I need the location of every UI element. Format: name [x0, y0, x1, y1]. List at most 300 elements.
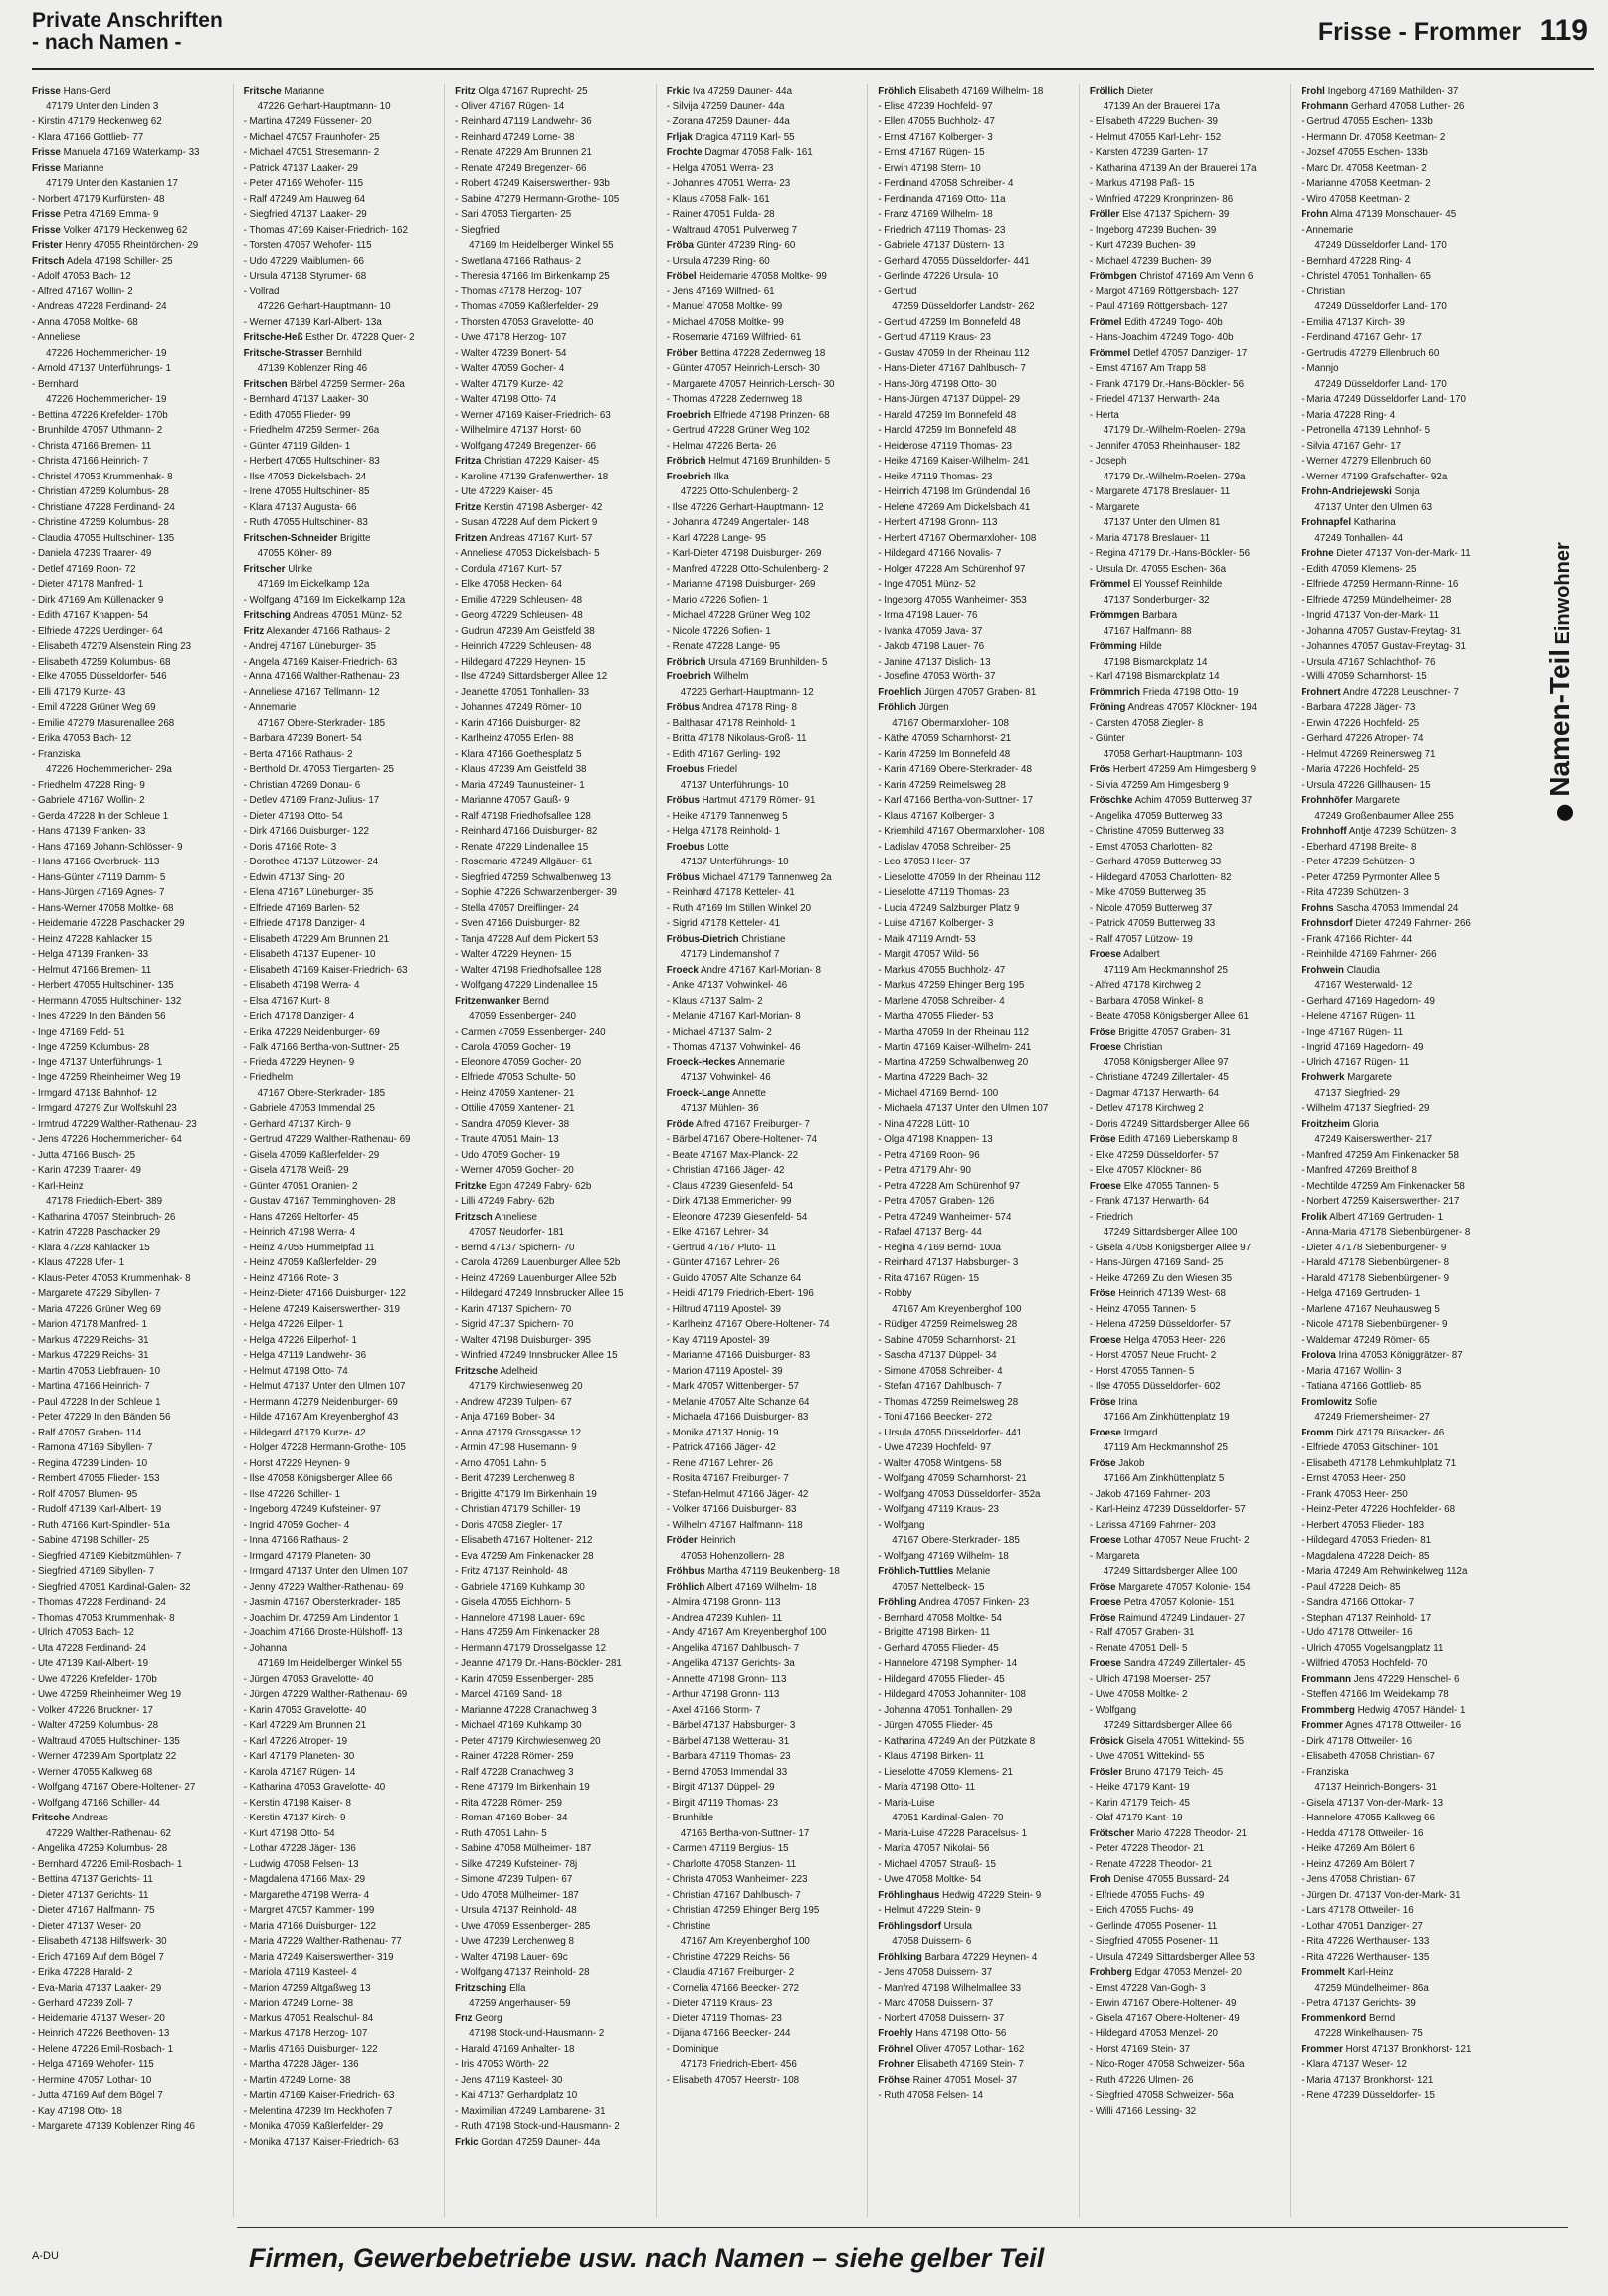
sub-entry: - Marlene 47167 Neuhausweg 5	[1301, 1303, 1440, 1315]
sub-entry: - Karlheinz 47055 Erlen- 88	[455, 733, 574, 744]
sub-entry: - Elke 47058 Hecken- 64	[455, 579, 562, 590]
surname-entry	[1090, 1395, 1287, 1411]
sub-entry: - Beate 47058 Königsberger Allee 61	[1089, 1011, 1249, 1022]
sub-entry: - Adolf 47053 Bach- 12	[32, 271, 131, 282]
surname: Frljak	[666, 131, 693, 143]
sub-entry: - Heinz 47055 Tannen- 5	[1089, 1303, 1196, 1315]
sub-entry: - Dieter 47137 Weser- 20	[32, 1920, 141, 1932]
surname-entry	[667, 840, 864, 856]
sub-entry: - Helmut 47229 Stein- 9	[878, 1905, 981, 1916]
sub-entry: - Friedrich 47119 Thomas- 23	[878, 224, 1006, 236]
sub-entry: - Helga 47051 Werra- 23	[666, 162, 774, 174]
sub-entry: - Margarethe 47198 Werra- 4	[243, 1889, 370, 1901]
sub-entry: - Manuel 47058 Moltke- 99	[666, 301, 783, 312]
sub-entry: - Winfried 47249 Innsbrucker Allee 15	[455, 1350, 618, 1361]
sub-entry: - Thomas 47178 Herzog- 107	[455, 286, 582, 297]
surname: Fröder	[666, 1535, 698, 1546]
surname: Frohns	[1301, 902, 1334, 914]
sub-entry: - Gerhard 47226 Atroper- 74	[1301, 733, 1424, 744]
sub-entry: - Irene 47055 Hultschiner- 85	[243, 486, 370, 497]
sub-entry: - Reinhard 47166 Duisburger- 82	[455, 826, 598, 837]
sub-entry: - Gudrun 47239 Am Geistfeld 38	[455, 625, 595, 637]
entry-details: Bärbel 47259 Sermer- 26a	[287, 378, 405, 390]
sub-entry: - Dominique	[666, 2043, 719, 2055]
sub-entry: - Bärbel 47137 Habsburger- 3	[666, 1720, 796, 1731]
sub-entry: - Uwe 47059 Essenberger- 285	[455, 1920, 591, 1932]
sub-entry: - Doris 47166 Rote- 3	[243, 841, 337, 853]
sub-entry: - Helene 47226 Emil-Rosbach- 1	[32, 2043, 174, 2055]
sub-entry: - Christian	[1301, 286, 1346, 297]
sub-entry: - Michael 47239 Buchen- 39	[1089, 255, 1212, 267]
sub-entry: - Nina 47228 Lütt- 10	[878, 1118, 970, 1130]
sub-entry: - Toni 47166 Beecker- 272	[878, 1412, 993, 1423]
sub-entry: - Wolfgang	[878, 1519, 925, 1531]
entry-details: Adalbert	[1120, 949, 1160, 960]
surname-entry	[878, 1919, 1075, 1935]
entry-details: Margarete 47057 Kolonie- 154	[1115, 1581, 1251, 1593]
entry-details: Elfriede 47198 Prinzen- 68	[710, 409, 830, 421]
sub-entry: - Ernst 47053 Charlotten- 82	[1089, 841, 1213, 853]
sub-entry: - Martina 47229 Bach- 32	[878, 1072, 988, 1083]
surname: Fritsche-Strasser	[243, 347, 324, 359]
sub-entry: - Harald 47178 Siebenbürgener- 8	[1301, 1257, 1450, 1268]
surname: Fröse	[1089, 1612, 1116, 1624]
surname-entry	[1090, 1765, 1287, 1781]
sub-entry: - Rudolf 47139 Karl-Albert- 19	[32, 1504, 162, 1515]
sub-entry: - Karin 47259 Reimelsweg 28	[878, 779, 1006, 791]
sub-entry: - Hermann 47279 Neidenburger- 69	[243, 1396, 398, 1408]
sub-entry: - Gertrud 47167 Pluto- 11	[666, 1242, 777, 1253]
sub-entry: - Detlef 47169 Roon- 72	[32, 563, 136, 575]
surname-entry	[1090, 1611, 1287, 1626]
sub-entry: - Helga 47169 Gertruden- 1	[1301, 1288, 1421, 1299]
sub-entry: - Herbert 47055 Hultschiner- 135	[32, 980, 174, 991]
sub-entry: - Wolfgang 47053 Düsseldorfer- 352a	[878, 1488, 1041, 1500]
sub-entry: - Christine	[666, 1920, 711, 1932]
surname-entry	[667, 130, 864, 146]
address-continuation: 47167 Am Kreyenberghof 100	[892, 1303, 1022, 1315]
sub-entry: - Anja 47169 Bober- 34	[455, 1412, 555, 1423]
sub-entry: - Hans-Jörg 47198 Otto- 30	[878, 378, 997, 390]
sub-entry: - Jens 47058 Duissern- 37	[878, 1967, 993, 1978]
sub-entry: - Horst 47169 Stein- 37	[1089, 2043, 1191, 2055]
surname-entry	[1090, 947, 1287, 963]
sub-entry: - Elfriede 47169 Barlen- 52	[243, 902, 360, 914]
sub-entry: - Hans 47169 Johann-Schlösser- 9	[32, 841, 183, 853]
sub-entry: - Erich 47055 Fuchs- 49	[1089, 1905, 1194, 1916]
sub-entry: - Jens 47169 Wilfried- 61	[666, 286, 775, 297]
surname: Frömmrich	[1089, 686, 1141, 698]
sub-entry: - Joachim Dr. 47259 Am Lindentor 1	[243, 1612, 399, 1624]
surname-entry	[244, 608, 441, 624]
sub-entry: - Silke 47249 Kufsteiner- 78j	[455, 1858, 578, 1870]
sub-entry: - Dieter 47178 Siebenbürgener- 9	[1301, 1242, 1447, 1253]
surname-entry	[1090, 84, 1287, 99]
sub-entry: - Siegfried 47169 Kiebitzmühlen- 7	[32, 1550, 182, 1562]
sub-entry: - Werner 47055 Kalkweg 68	[32, 1766, 153, 1778]
address-continuation: 47249 Großenbaumer Allee 255	[1314, 810, 1454, 822]
sub-entry: - Ferdinand 47167 Gehr- 17	[1301, 332, 1422, 343]
sub-entry: - Elfriede 47055 Fuchs- 49	[1089, 1889, 1205, 1901]
sub-entry: - Gisela 47137 Von-der-Mark- 13	[1301, 1797, 1444, 1809]
sub-entry: - Ferdinand 47058 Schreiber- 4	[878, 178, 1014, 189]
sub-entry: - Carmen 47059 Essenberger- 240	[455, 1026, 606, 1038]
sub-entry: - Johannes 47057 Gustav-Freytag- 31	[1301, 641, 1466, 652]
sub-entry: - Willi 47166 Lessing- 32	[1089, 2105, 1197, 2117]
sub-entry: - Regina 47169 Bernd- 100a	[878, 1242, 1001, 1253]
sub-entry: - Hildegard 47053 Johanniter- 108	[878, 1689, 1026, 1700]
sub-entry: - Heinz-Peter 47226 Hochfelder- 68	[1301, 1504, 1456, 1515]
sub-entry: - Petra 47169 Roon- 96	[878, 1149, 980, 1161]
address-continuation: 47198 Stock-und-Hausmann- 2	[469, 2028, 605, 2039]
sub-entry: - Thomas 47228 Zedernweg 18	[666, 394, 803, 405]
entry-details: Andrea 47057 Finken- 23	[916, 1597, 1030, 1608]
sub-entry: - Dieter 47167 Halfmann- 75	[32, 1905, 155, 1916]
surname-entry	[1090, 608, 1287, 624]
surname-entry	[1301, 1348, 1499, 1364]
surname: Fröhbus	[666, 1566, 705, 1577]
address-continuation: 47179 Unter den Kastanien 17	[46, 178, 178, 189]
entry-details: Heinrich	[697, 1535, 736, 1546]
sub-entry: - Lothar 47051 Danziger- 27	[1301, 1920, 1423, 1932]
sub-entry: - Hans 47259 Am Finkenacker 28	[455, 1627, 600, 1638]
sub-entry: - Jens 47226 Hochemmericher- 64	[32, 1134, 182, 1145]
sub-entry: - Karl 47166 Bertha-von-Suttner- 17	[878, 795, 1034, 806]
sub-entry: - Walter 47059 Gocher- 4	[455, 363, 565, 374]
sub-entry: - Karin 47239 Traarer- 49	[32, 1165, 141, 1176]
surname-entry	[1090, 1456, 1287, 1472]
entry-details: Kerstin 47198 Asberger- 42	[481, 501, 603, 513]
entry-details: Marianne	[281, 86, 325, 96]
sub-entry: - Magdalena 47166 Max- 29	[243, 1874, 366, 1885]
sub-entry: - Mariola 47119 Kasteel- 4	[243, 1967, 357, 1978]
surname-entry	[1090, 793, 1287, 809]
header-rule	[32, 68, 1594, 70]
address-continuation: 47137 Heinrich-Bongers- 31	[1314, 1782, 1437, 1793]
listing-columns	[32, 84, 1503, 2217]
entry-details: Edith 47169 Lieberskamp 8	[1115, 1134, 1238, 1145]
entry-details: Sofie	[1352, 1396, 1378, 1408]
surname: Fröhlich	[878, 86, 916, 96]
surname-entry	[1301, 546, 1499, 562]
sub-entry: - Oliver 47167 Rügen- 14	[455, 100, 565, 112]
surname-entry	[878, 2026, 1075, 2042]
sub-entry: - Patrick 47059 Butterweg 33	[1089, 918, 1216, 929]
sub-entry: - Margarete	[1089, 501, 1140, 513]
sub-entry: - Erika 47229 Neidenburger- 69	[243, 1026, 380, 1038]
sub-entry: - Bernhard 47137 Laaker- 30	[243, 394, 369, 405]
surname: Frömming	[1089, 641, 1137, 652]
running-header	[1318, 14, 1588, 48]
entry-details: Claudia	[1343, 964, 1380, 976]
sub-entry: - Reinhilde 47169 Fahrner- 266	[1301, 949, 1437, 960]
sub-entry: - Karl 47229 Am Brunnen 21	[243, 1720, 367, 1731]
sub-entry: - Ursula Dr. 47055 Eschen- 36a	[1089, 563, 1227, 575]
surname-entry	[1301, 207, 1499, 223]
sub-entry: - Hildegard 47053 Menzel- 20	[1089, 2028, 1218, 2039]
surname: Fröbel	[666, 271, 697, 282]
sub-entry: - Holger 47228 Am Schürenhof 97	[878, 563, 1026, 575]
sub-entry: - Hans 47269 Heltorfer- 45	[243, 1211, 359, 1223]
sub-entry: - Magdalena 47228 Deich- 85	[1301, 1550, 1430, 1562]
surname: Frkic	[455, 2136, 479, 2148]
sub-entry: - Gustav 47059 In der Rheinau 112	[878, 347, 1030, 359]
listing-column-7	[1301, 84, 1503, 2217]
surname-entry	[667, 793, 864, 809]
sub-entry: - Wiro 47058 Keetman- 2	[1301, 193, 1410, 205]
entry-details: Heidemarie 47058 Moltke- 99	[696, 271, 827, 282]
sub-entry: - Bernhard	[32, 378, 79, 390]
address-continuation: 47228 Winkelhausen- 75	[1314, 2028, 1423, 2039]
sub-entry: - Johannes 47249 Römer- 10	[455, 702, 582, 713]
sub-entry: - Thomas 47053 Krummenhak- 8	[32, 1612, 175, 1624]
sub-entry: - Sandra 47166 Ottokar- 7	[1301, 1597, 1415, 1608]
sub-entry: - Helmut 47198 Otto- 74	[243, 1365, 348, 1377]
sub-entry: - Wilhelm 47167 Halfmann- 118	[666, 1519, 803, 1531]
sub-entry: - Margret 47057 Kammer- 199	[243, 1905, 375, 1916]
surname: Fröbrich	[666, 456, 706, 467]
entry-details: Lothar 47057 Neue Frucht- 2	[1120, 1535, 1250, 1546]
surname-entry	[32, 223, 229, 239]
sub-entry: - Christa 47053 Wanheimer- 223	[666, 1874, 808, 1885]
sub-entry: - Tanja 47228 Auf dem Pickert 53	[455, 933, 599, 945]
surname-entry	[667, 932, 864, 948]
sub-entry: - Wolfgang	[1089, 1704, 1137, 1716]
sub-entry: - Claudia 47167 Freiburger- 2	[666, 1967, 795, 1978]
entry-details: Egon 47249 Fabry- 62b	[486, 1180, 592, 1192]
sub-entry: - Peter 47229 In den Bänden 56	[32, 1412, 171, 1423]
sub-entry: - Heike 47269 Zu den Wiesen 35	[1089, 1272, 1233, 1284]
sub-entry: - Gerhard 47169 Hagedorn- 49	[1301, 995, 1435, 1007]
entry-details: Heinrich 47139 West- 68	[1115, 1288, 1226, 1299]
sub-entry: - Udo 47058 Mülheimer- 187	[455, 1889, 579, 1901]
page-section-title	[32, 10, 223, 54]
sub-entry: - Ralf 47249 Am Hauweg 64	[243, 193, 366, 205]
sub-entry: - Jenny 47229 Walther-Rathenau- 69	[243, 1581, 404, 1593]
sub-entry: - Marianne 47057 Gauß- 9	[455, 795, 570, 806]
surname-entry	[1090, 269, 1287, 285]
surname-entry	[667, 238, 864, 254]
sub-entry: - Sascha 47137 Düppel- 34	[878, 1350, 997, 1361]
sub-entry: - Christiane 47228 Ferdinand- 24	[32, 501, 175, 513]
address-continuation: 47167 Obere-Sterkrader- 185	[257, 717, 386, 729]
sub-entry: - Cordula 47167 Kurt- 57	[455, 563, 562, 575]
sub-entry: - Elke 47167 Lehrer- 34	[666, 1227, 769, 1238]
sub-entry: - Marc Dr. 47058 Keetman- 2	[1301, 162, 1427, 174]
sub-entry: - Markus 47055 Buchholz- 47	[878, 964, 1006, 976]
surname: Fröber	[666, 347, 698, 359]
surname: Frömmgen	[1089, 610, 1140, 621]
sub-entry: - Sari 47053 Tiergarten- 25	[455, 209, 572, 220]
sub-entry: - Mario 47226 Sofien- 1	[666, 594, 769, 606]
sub-entry: - Ingeborg 47239 Buchen- 39	[1089, 224, 1217, 236]
sub-entry: - Günter 47119 Gilden- 1	[243, 440, 351, 452]
sub-entry: - Jürgen Dr. 47137 Von-der-Mark- 31	[1301, 1889, 1461, 1901]
sub-entry: - Walter 47198 Duisburger- 395	[455, 1334, 592, 1346]
sub-entry: - Martin 47169 Kaiser-Wilhelm- 241	[878, 1042, 1032, 1052]
surname: Fritscher	[243, 563, 286, 575]
entry-details: Annette	[729, 1087, 766, 1099]
sub-entry: - Cornelia 47166 Beecker- 272	[666, 1982, 800, 1994]
entry-details: Volker 47179 Heckenweg 62	[60, 224, 188, 236]
address-continuation: 47259 Düsseldorfer Landstr- 262	[892, 301, 1035, 312]
sub-entry: - Katharina 47139 An der Brauerei 17a	[1089, 162, 1257, 174]
sub-entry: - Walter 47198 Friedhofsallee 128	[455, 964, 602, 976]
sub-entry: - Margarete 47229 Sibyllen- 7	[32, 1288, 161, 1299]
sub-entry: - Hans 47139 Franken- 33	[32, 826, 146, 837]
entry-details: Gordan 47259 Dauner- 44a	[478, 2136, 601, 2148]
sub-entry: - Elisabeth 47178 Lehmkuhlplatz 71	[1301, 1457, 1457, 1469]
surname-entry	[244, 330, 441, 346]
sub-entry: - Sigrid 47178 Ketteler- 41	[666, 918, 781, 929]
surname-entry	[1090, 1656, 1287, 1672]
sub-entry: - Hans 47166 Overbruck- 113	[32, 857, 160, 867]
sub-entry: - Johanna 47051 Tonhallen- 29	[878, 1704, 1013, 1716]
sub-entry: - Maria 47167 Wollin- 3	[1301, 1365, 1402, 1377]
entry-details: Andreas 47167 Kurt- 57	[487, 532, 593, 544]
surname: Froese	[1089, 1658, 1121, 1669]
sub-entry: - Rainer 47051 Fulda- 28	[666, 209, 775, 220]
surname: Fritzen	[455, 532, 488, 544]
entry-details: Georg	[472, 2012, 502, 2024]
sub-entry: - Andreas 47228 Ferdinand- 24	[32, 301, 167, 312]
sub-entry: - Rosita 47167 Freiburger- 7	[666, 1473, 789, 1484]
sub-entry: - Michael 47137 Salm- 2	[666, 1026, 772, 1038]
sub-entry: - Maria 47228 Ring- 4	[1301, 409, 1396, 421]
surname: Fritsch	[32, 255, 65, 267]
entry-details: Oliver 47057 Lothar- 162	[913, 2043, 1025, 2055]
sub-entry: - Simone 47058 Schreiber- 4	[878, 1365, 1003, 1377]
entry-details: Sonja	[1391, 486, 1420, 497]
sub-entry: - Harald 47169 Anhalter- 18	[455, 2043, 575, 2055]
surname: Fröhlich	[878, 702, 916, 713]
sub-entry: - Claudia 47055 Hultschiner- 135	[32, 532, 175, 544]
sub-entry: - Gabriele 47137 Düstern- 13	[878, 240, 1005, 251]
address-continuation: 47179 Lindemanshof 7	[680, 949, 780, 960]
sub-entry: - Maria 47249 Taunusteiner- 1	[455, 779, 585, 791]
sub-entry: - Dirk 47166 Duisburger- 122	[243, 826, 369, 837]
surname: Frohl	[1301, 86, 1325, 96]
sub-entry: - Werner 47059 Gocher- 20	[455, 1165, 574, 1176]
sub-entry: - Ursula 47138 Styrumer- 68	[243, 271, 367, 282]
sub-entry: - Daniela 47239 Traarer- 49	[32, 548, 152, 559]
sub-entry: - Ursula 47249 Sittardsberger Allee 53	[1089, 1951, 1255, 1963]
sub-entry: - Emilia 47137 Kirch- 39	[1301, 316, 1405, 328]
surname-entry	[667, 963, 864, 979]
sub-entry: - Steffen 47166 Im Weidekamp 78	[1301, 1689, 1449, 1700]
surname: Fröhling	[878, 1597, 917, 1608]
sub-entry: - Joachim 47166 Droste-Hülshoff- 13	[243, 1627, 403, 1638]
sub-entry: - Siegfried 47169 Sibyllen- 7	[32, 1566, 155, 1577]
surname-entry	[1301, 2042, 1499, 2058]
entry-details: Andrea 47178 Ring- 8	[699, 702, 797, 713]
surname-entry	[32, 238, 229, 254]
surname-entry	[878, 700, 1075, 716]
entry-details: Bruno 47179 Teich- 45	[1122, 1766, 1224, 1778]
address-continuation: 47249 Düsseldorfer Land- 170	[1314, 301, 1447, 312]
sub-entry: - Eva-Maria 47137 Laaker- 29	[32, 1982, 162, 1994]
sub-entry: - Walter 47058 Wintgens- 58	[878, 1457, 1002, 1469]
sub-entry: - Martina 47259 Schwalbenweg 20	[878, 1056, 1029, 1068]
entry-details: Martha 47119 Beukenberg- 18	[704, 1566, 840, 1577]
sub-entry: - Franziska	[1301, 1766, 1349, 1778]
sub-entry: - Siegfried 47259 Schwalbenweg 13	[455, 871, 611, 883]
entry-details: Ilka	[710, 471, 729, 482]
sub-entry: - Udo 47178 Ottweiler- 16	[1301, 1627, 1413, 1638]
entry-details: Karl-Heinz	[1345, 1967, 1394, 1978]
sub-entry: - Marc 47058 Duissern- 37	[878, 1998, 994, 2009]
sub-entry: - Klaus 47239 Am Geistfeld 38	[455, 764, 587, 775]
surname: Froese	[1089, 1334, 1121, 1346]
sub-entry: - Stella 47057 Dreiflinger- 24	[455, 902, 579, 914]
address-continuation: 47259 Mündelheimer- 86a	[1314, 1982, 1429, 1994]
surname-entry	[1301, 901, 1499, 917]
surname: Frohnhöfer	[1301, 795, 1353, 806]
surname: Fröse	[1089, 1288, 1116, 1299]
sub-entry: - Christian 47167 Dahlbusch- 7	[666, 1889, 801, 1901]
surname-entry	[1301, 515, 1499, 531]
address-continuation: 47178 Friedrich-Ebert- 456	[680, 2059, 797, 2070]
sub-entry: - Ernst 47228 Van-Gogh- 3	[1089, 1982, 1206, 1994]
sub-entry: - Eberhard 47198 Breite- 8	[1301, 841, 1417, 853]
surname-entry	[32, 84, 229, 99]
sub-entry: - Norbert 47179 Kurfürsten- 48	[32, 193, 165, 205]
surname: Frommer	[1301, 2043, 1343, 2055]
sub-entry: - Christa 47166 Bremen- 11	[32, 440, 152, 452]
address-continuation: 47137 Sonderburger- 32	[1103, 594, 1210, 606]
entry-details: Dragica 47119 Karl- 55	[692, 131, 795, 143]
entry-details: Denise 47055 Bussard- 24	[1110, 1874, 1230, 1885]
surname: Fritzenwanker	[455, 995, 521, 1007]
surname: Frolik	[1301, 1211, 1328, 1223]
sub-entry: - Ernst 47167 Am Trapp 58	[1089, 363, 1206, 374]
sub-entry: - Norbert 47259 Kaiserswerther- 217	[1301, 1196, 1460, 1207]
sub-entry: - Winfried 47229 Kronprinzen- 86	[1089, 193, 1234, 205]
sub-entry: - Markus 47229 Reichs- 31	[32, 1350, 149, 1361]
sub-entry: - Nicole 47178 Siebenbürgener- 9	[1301, 1319, 1448, 1330]
sub-entry: - Monika 47059 Kaßlerfelder- 29	[243, 2121, 384, 2132]
page-code: A-DU	[32, 2250, 59, 2262]
surname: Fritzsch	[455, 1211, 493, 1223]
sub-entry: - Doris 47249 Sittardsberger Allee 66	[1089, 1118, 1250, 1130]
sub-entry: - Gabriele 47169 Kuhkamp 30	[455, 1581, 585, 1593]
sub-entry: - Petronella 47139 Lehnhof- 5	[1301, 425, 1431, 436]
surname: Fritschen	[243, 378, 288, 390]
sub-entry: - Wolfgang 47166 Schiller- 44	[32, 1797, 160, 1809]
sub-entry: - Ulrich 47198 Moerser- 257	[1089, 1673, 1211, 1685]
entry-details: Brigitte 47057 Graben- 31	[1115, 1026, 1231, 1038]
surname: Froese	[1089, 1597, 1121, 1608]
surname-entry	[244, 562, 441, 578]
section-title-line-1: Private Anschriften	[32, 9, 223, 32]
sub-entry: - Gerhard 47239 Zoll- 7	[32, 1998, 133, 2009]
sub-entry: - Rita 47239 Schützen- 3	[1301, 887, 1409, 898]
sub-entry: - Edith 47055 Flieder- 99	[243, 409, 351, 421]
surname-entry	[667, 670, 864, 685]
sub-entry: - Mike 47059 Butterweg 35	[1089, 887, 1206, 898]
sub-entry: - Andrea 47239 Kuhlen- 11	[666, 1612, 783, 1624]
surname: Fröbus-Dietrich	[666, 933, 739, 945]
sub-entry: - Renate 47249 Bregenzer- 66	[455, 162, 587, 174]
sub-entry: - Marion 47249 Lorne- 38	[243, 1998, 354, 2009]
entry-details: Edgar 47053 Menzel- 20	[1131, 1967, 1242, 1978]
sub-entry: - Elisabeth 47167 Holtener- 212	[455, 1535, 593, 1546]
sub-entry: - Kriemhild 47167 Obermarxloher- 108	[878, 826, 1045, 837]
sub-entry: - Christa 47166 Heinrich- 7	[32, 456, 149, 467]
surname: Fritsche	[243, 86, 282, 96]
sub-entry: - Kai 47137 Gerhardplatz 10	[455, 2090, 578, 2101]
sub-entry: - Elisabeth 47169 Kaiser-Friedrich- 63	[243, 964, 408, 976]
